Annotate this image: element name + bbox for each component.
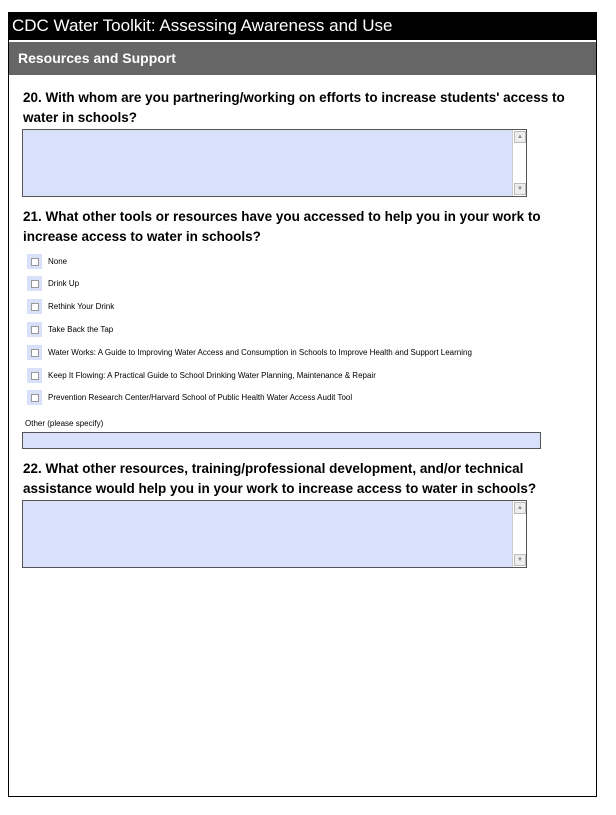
- option-label: Drink Up: [48, 279, 80, 289]
- checkbox-option[interactable]: [27, 390, 352, 406]
- question-22: 22. What other resources, training/professional development, and/or technical assistance would help you in your work to increase access to water in schools?: [23, 461, 537, 496]
- other-input[interactable]: [22, 432, 541, 449]
- other-label: Other (please specify): [25, 419, 104, 428]
- option-label: Water Works: A Guide to Improving Water Access and Consumption in Schools to Improve Health and Support Learning: [48, 347, 472, 357]
- option-label: Rethink Your Drink: [48, 302, 115, 312]
- q22-textarea[interactable]: [22, 500, 527, 568]
- checkbox-option[interactable]: [27, 276, 79, 292]
- checkbox-option[interactable]: [27, 321, 113, 337]
- survey-title: CDC Water Toolkit: Assessing Awareness and Use: [8, 12, 597, 40]
- checkbox[interactable]: [27, 254, 42, 269]
- checkbox[interactable]: [27, 368, 42, 383]
- checkbox-option[interactable]: [27, 344, 472, 360]
- checkbox-option[interactable]: [27, 367, 376, 383]
- option-label: Take Back the Tap: [48, 324, 114, 334]
- scroll-down-icon[interactable]: ▼: [514, 554, 526, 566]
- option-label: Prevention Research Center/Harvard School of Public Health Water Access Audit Tool: [48, 393, 353, 403]
- checkbox-option[interactable]: [27, 299, 114, 315]
- checkbox[interactable]: [27, 322, 42, 337]
- checkbox-option[interactable]: [27, 253, 67, 269]
- checkbox[interactable]: [27, 299, 42, 314]
- scrollbar[interactable]: [512, 501, 526, 567]
- scroll-up-icon[interactable]: ▲: [514, 131, 526, 143]
- scrollbar[interactable]: [512, 130, 526, 196]
- option-label: None: [48, 256, 68, 266]
- question-21: 21. What other tools or resources have you accessed to help you in your work to increase access to water in schools?: [23, 209, 541, 244]
- section-header: Resources and Support: [9, 42, 596, 75]
- checkbox[interactable]: [27, 345, 42, 360]
- q20-textarea[interactable]: [22, 129, 527, 197]
- scroll-up-icon[interactable]: ▲: [514, 502, 526, 514]
- scroll-down-icon[interactable]: ▼: [514, 183, 526, 195]
- checkbox[interactable]: [27, 276, 42, 291]
- option-label: Keep It Flowing: A Practical Guide to School Drinking Water Planning, Maintenance & Repair: [48, 370, 376, 380]
- question-20: 20. With whom are you partnering/working on efforts to increase students' access to water in schools?: [23, 90, 565, 125]
- checkbox[interactable]: [27, 390, 42, 405]
